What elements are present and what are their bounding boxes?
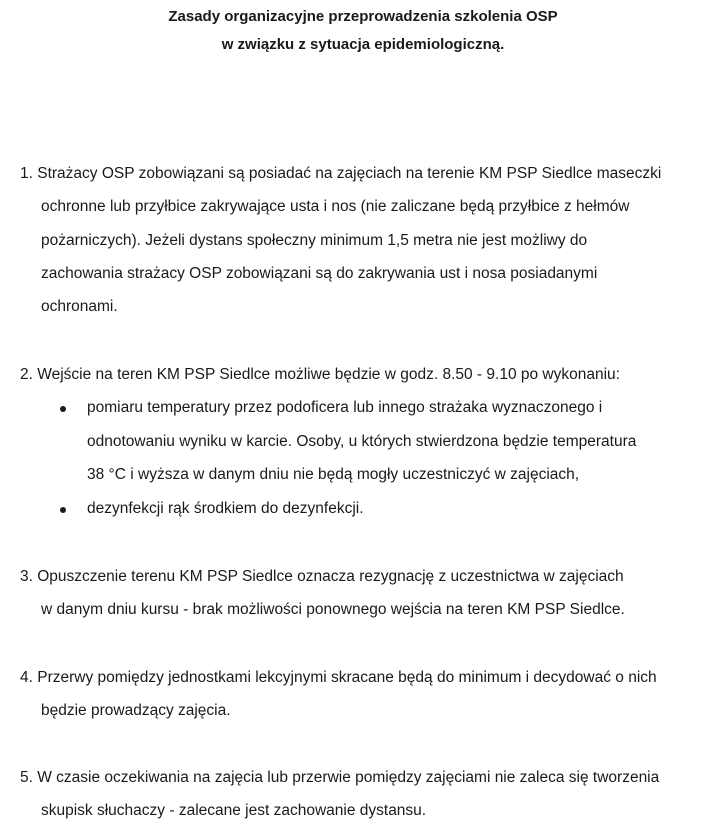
- list-item-number: 3.: [20, 568, 33, 585]
- list-item-5-first-line: [20, 768, 659, 788]
- document-title-line-1: Zasady organizacyjne przeprowadzenia szkolenia OSP: [168, 8, 558, 25]
- list-item-1-first-line: [20, 164, 661, 184]
- list-item-text: w danym dniu kursu - brak możliwości ponownego wejścia na teren KM PSP Siedlce.: [41, 601, 625, 618]
- list-item-number: 4.: [20, 669, 33, 686]
- list-item-text: ochronami.: [41, 298, 118, 315]
- list-item-4-first-line: [20, 668, 657, 688]
- list-item-text: będzie prowadzący zajęcia.: [41, 702, 231, 719]
- list-item-number: 2.: [20, 366, 33, 383]
- list-item-text: skupisk słuchaczy - zalecane jest zachowanie dystansu.: [41, 802, 427, 819]
- list-item-text: ochronne lub przyłbice zakrywające usta i nos (nie zaliczane będą przyłbice z hełmów: [41, 198, 630, 215]
- list-item-text: Przerwy pomiędzy jednostkami lekcyjnymi skracane będą do minimum i decydować o nich: [37, 669, 657, 686]
- bullet-point-icon: [60, 406, 66, 412]
- bullet-point-icon: [60, 507, 66, 513]
- list-item-text: W czasie oczekiwania na zajęcia lub przerwie pomiędzy zajęciami nie zaleca się tworzenia: [37, 769, 660, 786]
- list-item-text: Wejście na teren KM PSP Siedlce możliwe będzie w godz. 8.50 - 9.10 po wykonaniu:: [37, 366, 620, 383]
- list-item-text: Opuszczenie terenu KM PSP Siedlce oznacza rezygnację z uczestnictwa w zajęciach: [37, 568, 624, 585]
- list-item-text: Strażacy OSP zobowiązani są posiadać na zajęciach na terenie KM PSP Siedlce maseczki: [37, 165, 662, 182]
- list-item-text: pożarniczych). Jeżeli dystans społeczny minimum 1,5 metra nie jest możliwy do: [41, 232, 588, 249]
- list-item-number: 5.: [20, 769, 33, 786]
- list-item-text: zachowania strażacy OSP zobowiązani są do zakrywania ust i nosa posiadanymi: [41, 265, 598, 282]
- bullet-item-text: odnotowaniu wyniku w karcie. Osoby, u których stwierdzona będzie temperatura: [87, 433, 637, 450]
- list-item-2-first-line: [20, 365, 620, 385]
- list-item-3-first-line: [20, 567, 624, 587]
- list-item-number: 1.: [20, 165, 33, 182]
- bullet-item-text: dezynfekcji rąk środkiem do dezynfekcji.: [87, 500, 364, 517]
- document-title-line-2: w związku z sytuacja epidemiologiczną.: [221, 36, 505, 53]
- bullet-item-text: pomiaru temperatury przez podoficera lub innego strażaka wyznaczonego i: [87, 399, 603, 416]
- bullet-item-text: 38 °C i wyższa w danym dniu nie będą mogły uczestniczyć w zajęciach,: [87, 466, 580, 483]
